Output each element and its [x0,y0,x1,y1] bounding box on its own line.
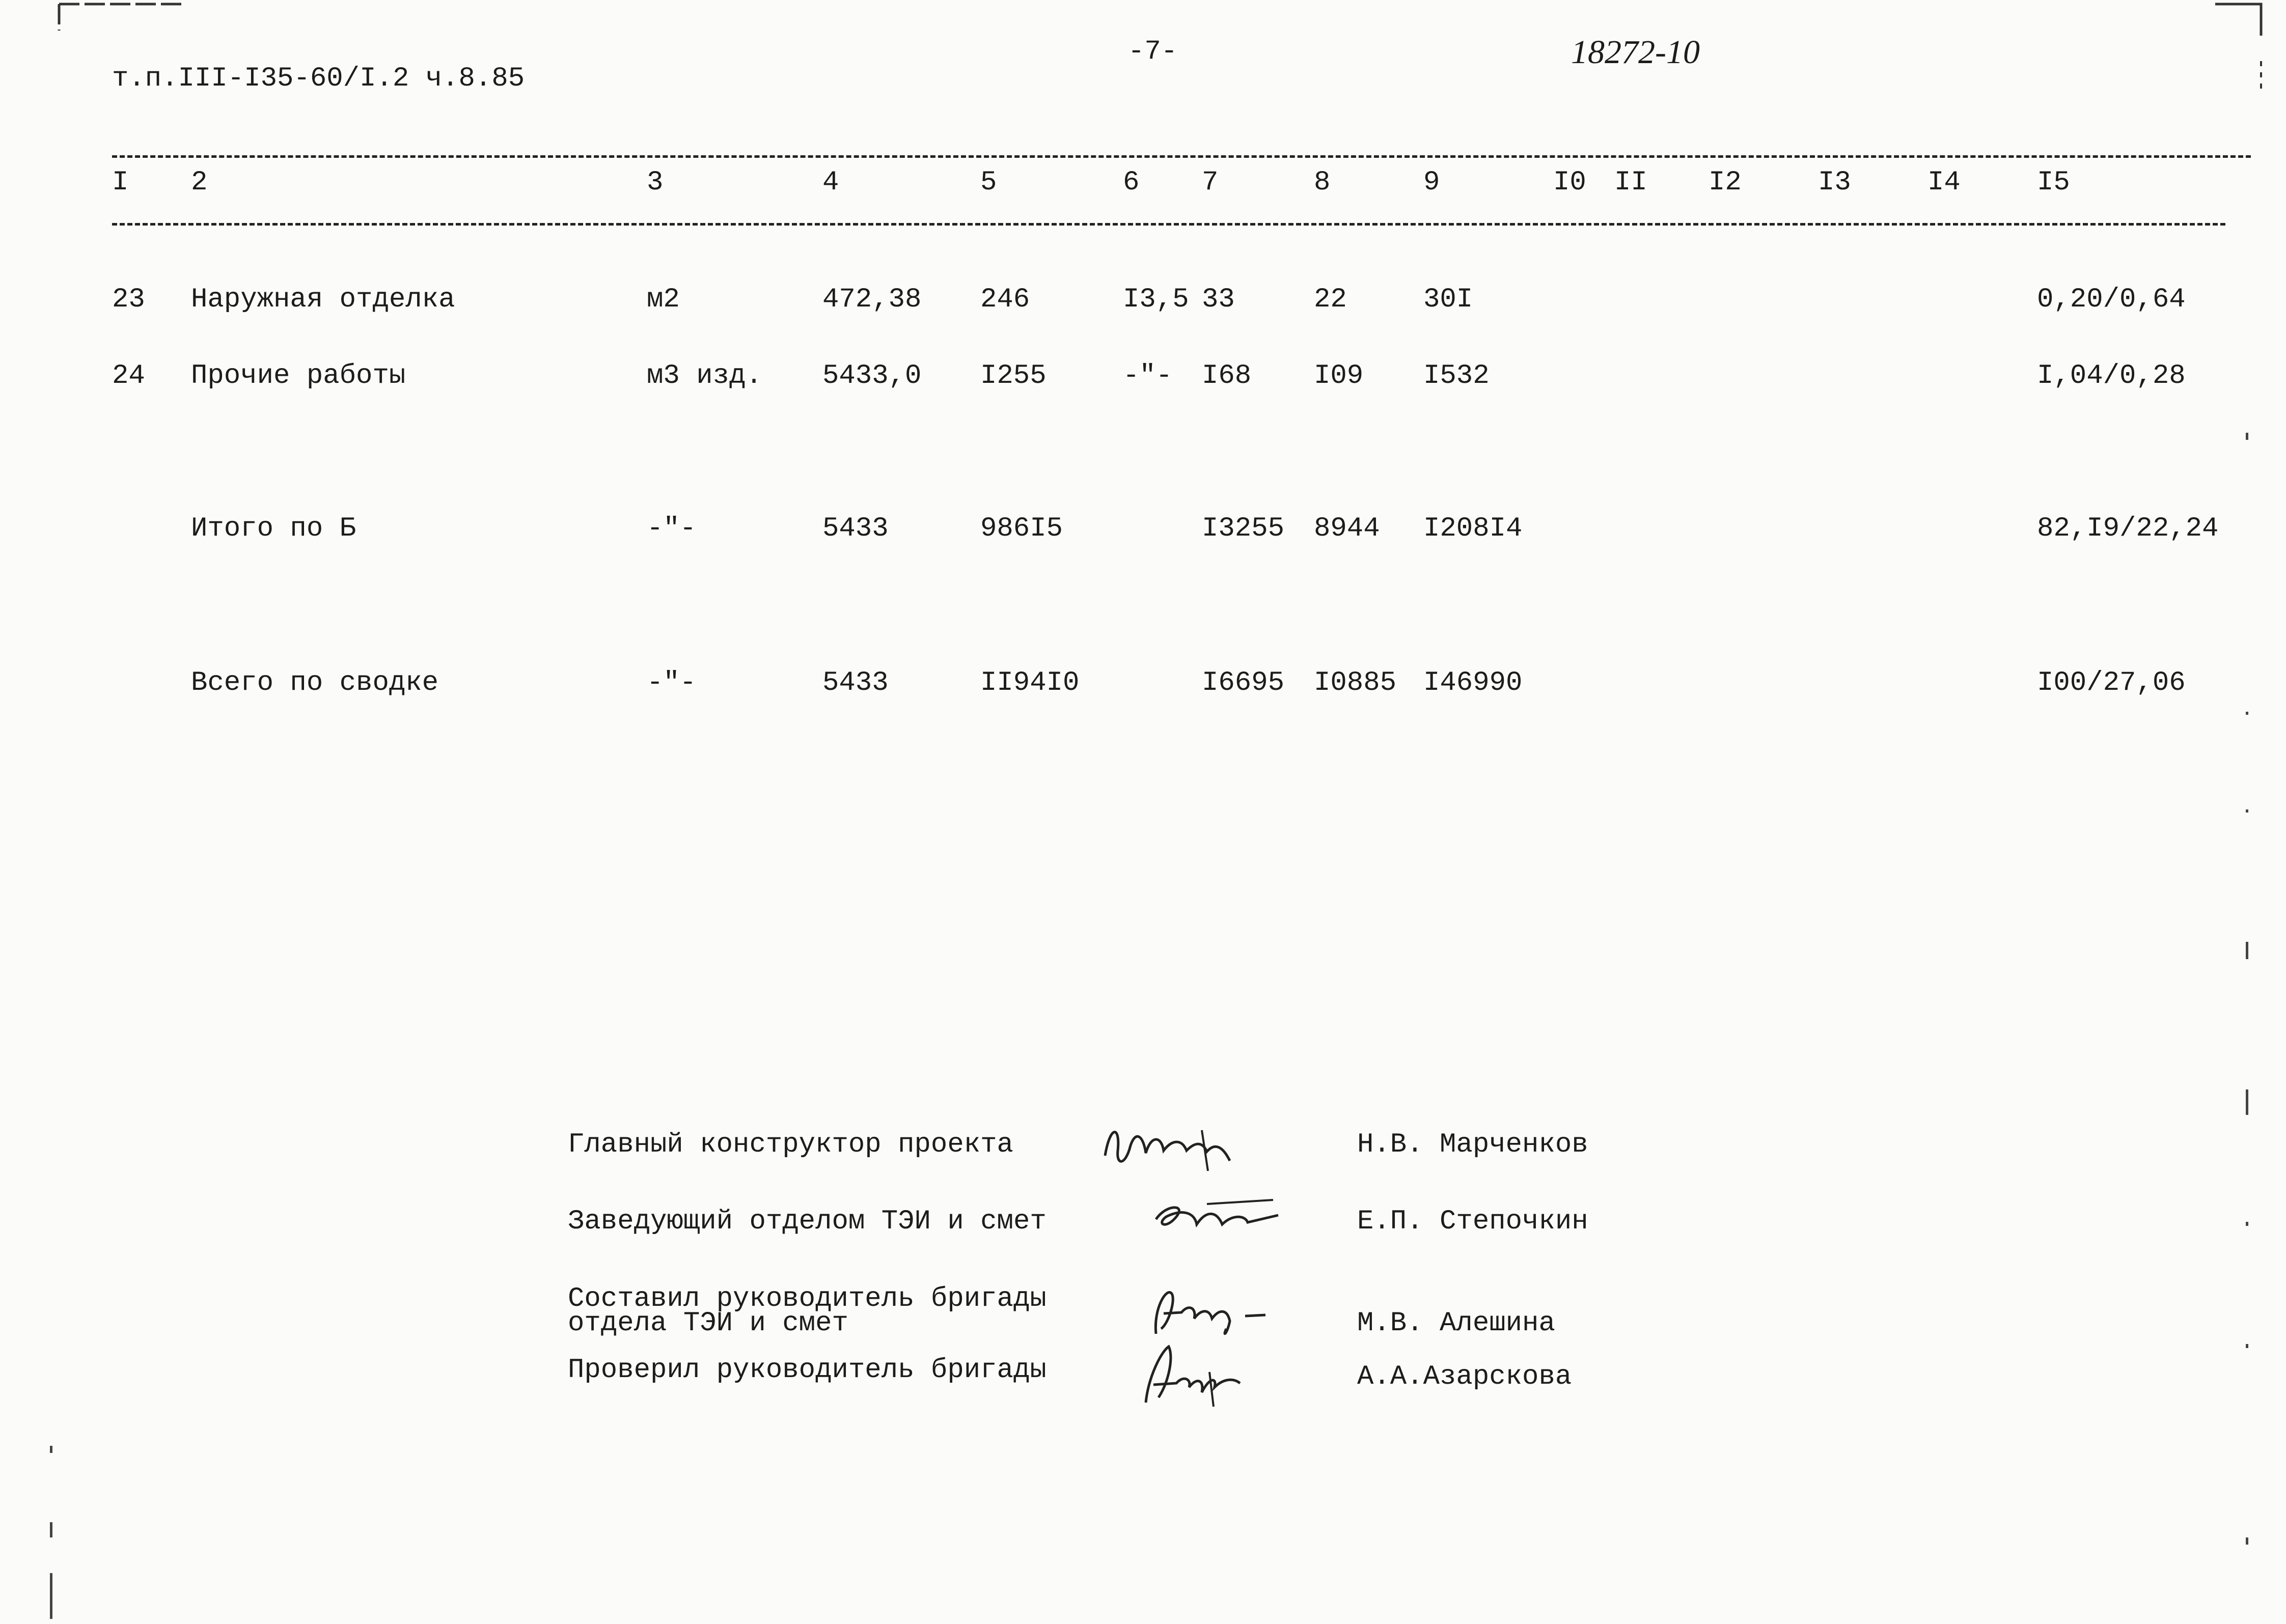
table-header-rule [112,223,2225,226]
handwritten-signature [1146,1189,1293,1245]
column-header: 5 [980,167,997,198]
cell-col7: I68 [1202,360,1252,391]
unit: м3 изд. [647,360,762,391]
cell-col4: 472,38 [822,284,922,315]
cell-col5: 246 [980,284,1030,315]
work-name: Итого по Б [191,513,356,544]
scan-speck [2246,1537,2248,1545]
scan-speck [2246,712,2248,715]
cell-col9: 30I [1423,284,1473,315]
scan-corner-mark-top-right [2210,0,2271,97]
column-header: I2 [1709,167,1742,198]
cell-col8: I0885 [1314,667,1397,698]
column-header: I0 [1553,167,1586,198]
column-header: I3 [1818,167,1851,198]
scan-speck [2246,433,2248,440]
column-header: I [112,167,129,198]
scan-corner-mark-top-left [56,0,188,36]
signatory-role: Заведующий отделом ТЭИ и смет [568,1206,1046,1237]
table-top-rule [112,155,2251,158]
work-name: Прочие работы [191,360,406,391]
cell-col5: 986I5 [980,513,1063,544]
scan-speck [50,1446,52,1453]
document-code: т.п.III-I35-60/I.2 ч.8.85 [112,63,525,94]
cell-col8: 8944 [1314,513,1380,544]
handwritten-document-number: 18272-10 [1571,34,1700,71]
handwritten-signature [1133,1336,1260,1408]
scan-speck [2246,1344,2248,1348]
cell-col4: 5433,0 [822,360,922,391]
cell-col7: I3255 [1202,513,1285,544]
cell-col8: I09 [1314,360,1364,391]
signatory-role: Главный конструктор проекта [568,1129,1013,1160]
column-header: 8 [1314,167,1331,198]
column-header: 4 [822,167,839,198]
column-header: I5 [2037,167,2070,198]
cell-col15: I,04/0,28 [2037,360,2186,391]
signatory-name: Н.В. Марченков [1357,1129,1588,1160]
column-header: 2 [191,167,208,198]
cell-col4: 5433 [822,667,889,698]
scan-speck [2246,1222,2248,1226]
cell-col5: II94I0 [980,667,1080,698]
work-name: Наружная отделка [191,284,455,315]
cell-col6: -"- [1123,360,1173,391]
column-header: 3 [647,167,664,198]
row-number: 24 [112,360,145,391]
cell-col15: I00/27,06 [2037,667,2186,698]
column-header: 7 [1202,167,1219,198]
cell-col9: I208I4 [1423,513,1523,544]
cell-col15: 82,I9/22,24 [2037,513,2219,544]
scan-speck [50,1573,52,1619]
work-name: Всего по сводке [191,667,439,698]
signatory-role: Проверил руководитель бригады [568,1355,1046,1386]
cell-col7: I6695 [1202,667,1285,698]
scan-speck [2246,809,2248,813]
scan-speck [2246,942,2248,959]
scan-speck [2246,1089,2248,1115]
handwritten-signature [1095,1115,1237,1181]
scan-speck [50,1522,52,1537]
signatory-role-line2: отдела ТЭИ и смет [568,1308,848,1339]
row-number: 23 [112,284,145,315]
cell-col15: 0,20/0,64 [2037,284,2186,315]
cell-col9: I46990 [1423,667,1523,698]
column-header: I4 [1927,167,1961,198]
unit: -"- [647,513,697,544]
unit: -"- [647,667,697,698]
column-header: II [1614,167,1647,198]
cell-col8: 22 [1314,284,1347,315]
cell-col6: I3,5 [1123,284,1189,315]
page-number: -7- [1128,36,1178,67]
signatory-role: Составил руководитель бригады [568,1283,1046,1314]
column-header: 6 [1123,167,1140,198]
signatory-name: Е.П. Степочкин [1357,1206,1588,1237]
cell-col7: 33 [1202,284,1235,315]
column-header: 9 [1423,167,1440,198]
cell-col4: 5433 [822,513,889,544]
unit: м2 [647,284,680,315]
cell-col9: I532 [1423,360,1490,391]
signatory-name: А.А.Азарскова [1357,1361,1572,1392]
cell-col5: I255 [980,360,1046,391]
handwritten-signature [1141,1278,1278,1344]
signatory-name: М.В. Алешина [1357,1308,1555,1339]
